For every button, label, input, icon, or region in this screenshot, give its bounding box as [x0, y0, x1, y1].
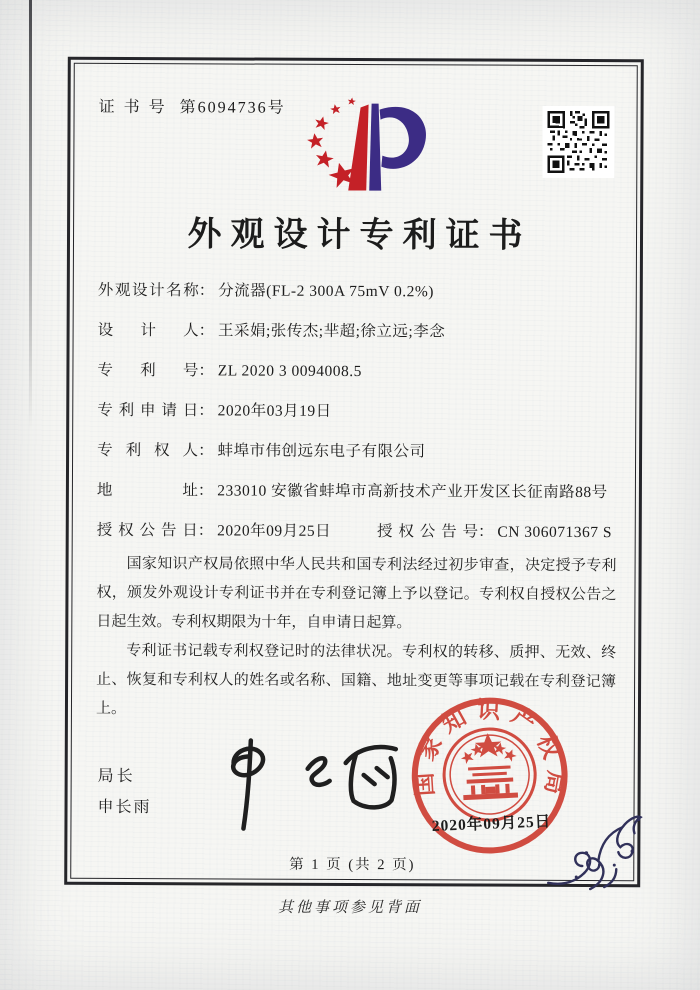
certificate-number-value: 第6094736号 — [179, 99, 286, 117]
field-row-design-name — [98, 280, 618, 322]
qr-code-icon — [542, 106, 614, 178]
field-row-address — [97, 480, 617, 522]
grant-number-label: 授权公告号 — [376, 523, 479, 541]
certificate-number-label: 证书号 — [98, 98, 174, 117]
field-colon: ： — [198, 282, 215, 300]
commissioner-title: 局长 — [97, 767, 136, 786]
field-label: 专利号 — [97, 361, 199, 380]
field-list — [97, 280, 618, 562]
grant-date-value: 2020年09月25日 — [217, 522, 332, 540]
corner-flourish-icon — [546, 807, 642, 893]
field-value: 蚌埠市伟创远东电子有限公司 — [217, 442, 426, 461]
seal-agency-text: 国家知识产权局 — [411, 697, 569, 806]
field-value: 233010 安徽省蚌埠市高新技术产业开发区长征南路88号 — [217, 482, 608, 502]
scan-shadow-edge — [29, 0, 32, 430]
field-colon: ： — [198, 442, 214, 460]
field-label: 专利申请日 — [97, 401, 199, 420]
certificate-number — [99, 94, 286, 118]
field-colon: ： — [197, 482, 214, 500]
field-colon: ： — [477, 523, 494, 541]
field-colon: ： — [198, 362, 214, 380]
field-colon: ： — [198, 322, 215, 340]
field-value: 分流器(FL-2 300A 75mV 0.2%) — [218, 282, 435, 301]
field-label: 地址 — [96, 481, 198, 500]
field-label: 设计人 — [97, 321, 199, 340]
certificate-title: 外观设计专利证书 — [187, 216, 532, 255]
grant-date-label: 授权公告日 — [96, 521, 198, 540]
field-label: 专利权人 — [97, 441, 199, 460]
national-emblem — [442, 727, 537, 822]
field-row-patent-number — [97, 360, 617, 402]
legal-paragraph-2: 专利证书记载专利权登记时的法律状况。专利权的转移、质押、无效、终止、恢复和专利权人的姓名或名称、国籍、地址变更等事项记载在专利登记簿上。 — [95, 643, 617, 718]
grant-number-value: CN 306071367 S — [497, 523, 613, 542]
field-colon: ： — [198, 402, 214, 420]
legal-paragraph-1: 国家知识产权局依照中华人民共和国专利法经过初步审查，决定授予专利权，颁发外观设计专利证书并在专利登记簿上予以登记。专利权自授权公告之日起生效。专利权期限为十年，自申请日起算。 — [96, 556, 617, 632]
field-label: 外观设计名称 — [97, 281, 199, 300]
field-row-patentee — [97, 440, 617, 482]
field-value: ZL 2020 3 0094008.5 — [217, 362, 362, 381]
field-row-designers — [97, 320, 617, 362]
page-number: 第 1 页 (共 2 页) — [289, 856, 416, 874]
cnipa-logo-icon — [296, 91, 436, 200]
field-value: 2020年03月19日 — [217, 402, 332, 420]
handwritten-signature-icon — [195, 732, 435, 838]
field-value: 王采娟;张传杰;芈超;徐立远;李念 — [217, 322, 446, 341]
back-side-note: 其他事项参见背面 — [277, 900, 422, 916]
commissioner-name: 申长雨 — [97, 798, 152, 817]
seal-date: 2020年09月25日 — [431, 813, 552, 835]
certificate-frame — [64, 57, 644, 888]
field-colon: ： — [197, 522, 214, 540]
field-row-filing-date — [97, 400, 617, 442]
